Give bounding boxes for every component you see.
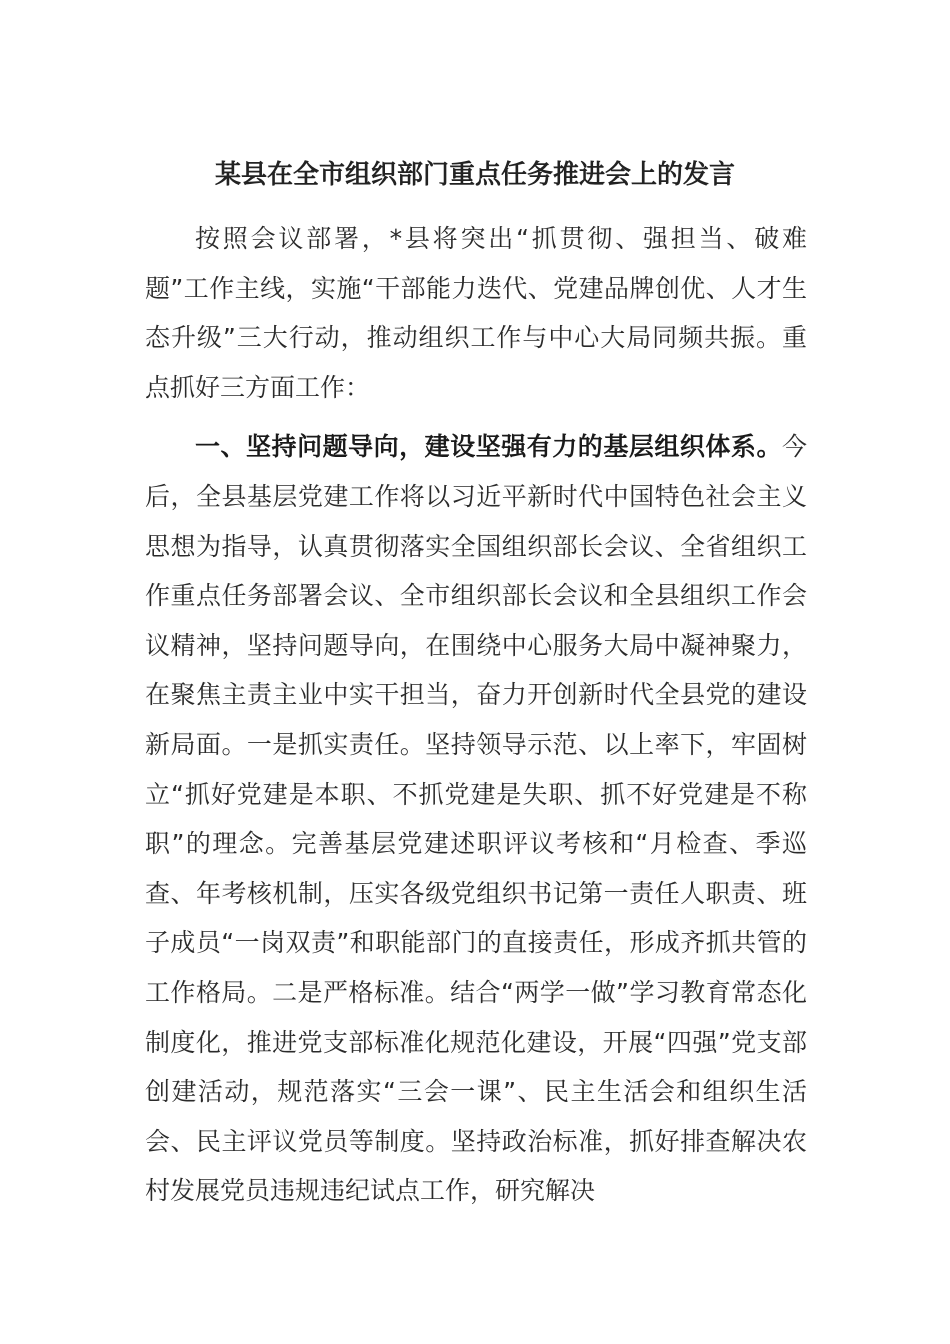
document-title: 某县在全市组织部门重点任务推进会上的发言 xyxy=(214,160,735,190)
section-1-heading: 一、坚持问题导向，建设坚强有力的基层组织体系。 xyxy=(195,432,782,462)
intro-paragraph: 按照会议部署，*县将突出“抓贯彻、强担当、破难题”工作主线，实施“干部能力迭代、党建品牌创优、人才生态升级”三大行动，推动组织工作与中心大局同频共振。重点抓好三方面工作： xyxy=(145,224,807,402)
document-body xyxy=(145,214,807,1216)
section-1-paragraph xyxy=(145,422,807,1216)
section-1-body: 今后，全县基层党建工作将以习近平新时代中国特色社会主义思想为指导，认真贯彻落实全国组织部长会议、全省组织工作重点任务部署会议、全市组织部长会议和全县组织工作会议精神，坚持问题导向，在围绕中心服务大局中凝神聚力，在聚焦主责主业中实干担当，奋力开创新时代全县党的建设新局面。一是抓实责任。坚持领导示范、以上率下，牢固树立“抓好党建是本职、不抓党建是失职、抓不好党建是不称职”的理念。完善基层党建述职评议考核和“月检查、季巡查、年考核机制，压实各级党组织书记第一责任人职责、班子成员“一岗双责”和职能部门的直接责任，形成齐抓共管的工作格局。二是严格标准。结合“两学一做”学习教育常态化制度化，推进党支部标准化规范化建设，开展“四强”党支部创建活动，规范落实“三会一课”、民主生活会和组织生活会、民主评议党员等制度。坚持政治标准，抓好排查解决农村发展党员违规违纪试点工作，研究解决 xyxy=(145,432,807,1206)
